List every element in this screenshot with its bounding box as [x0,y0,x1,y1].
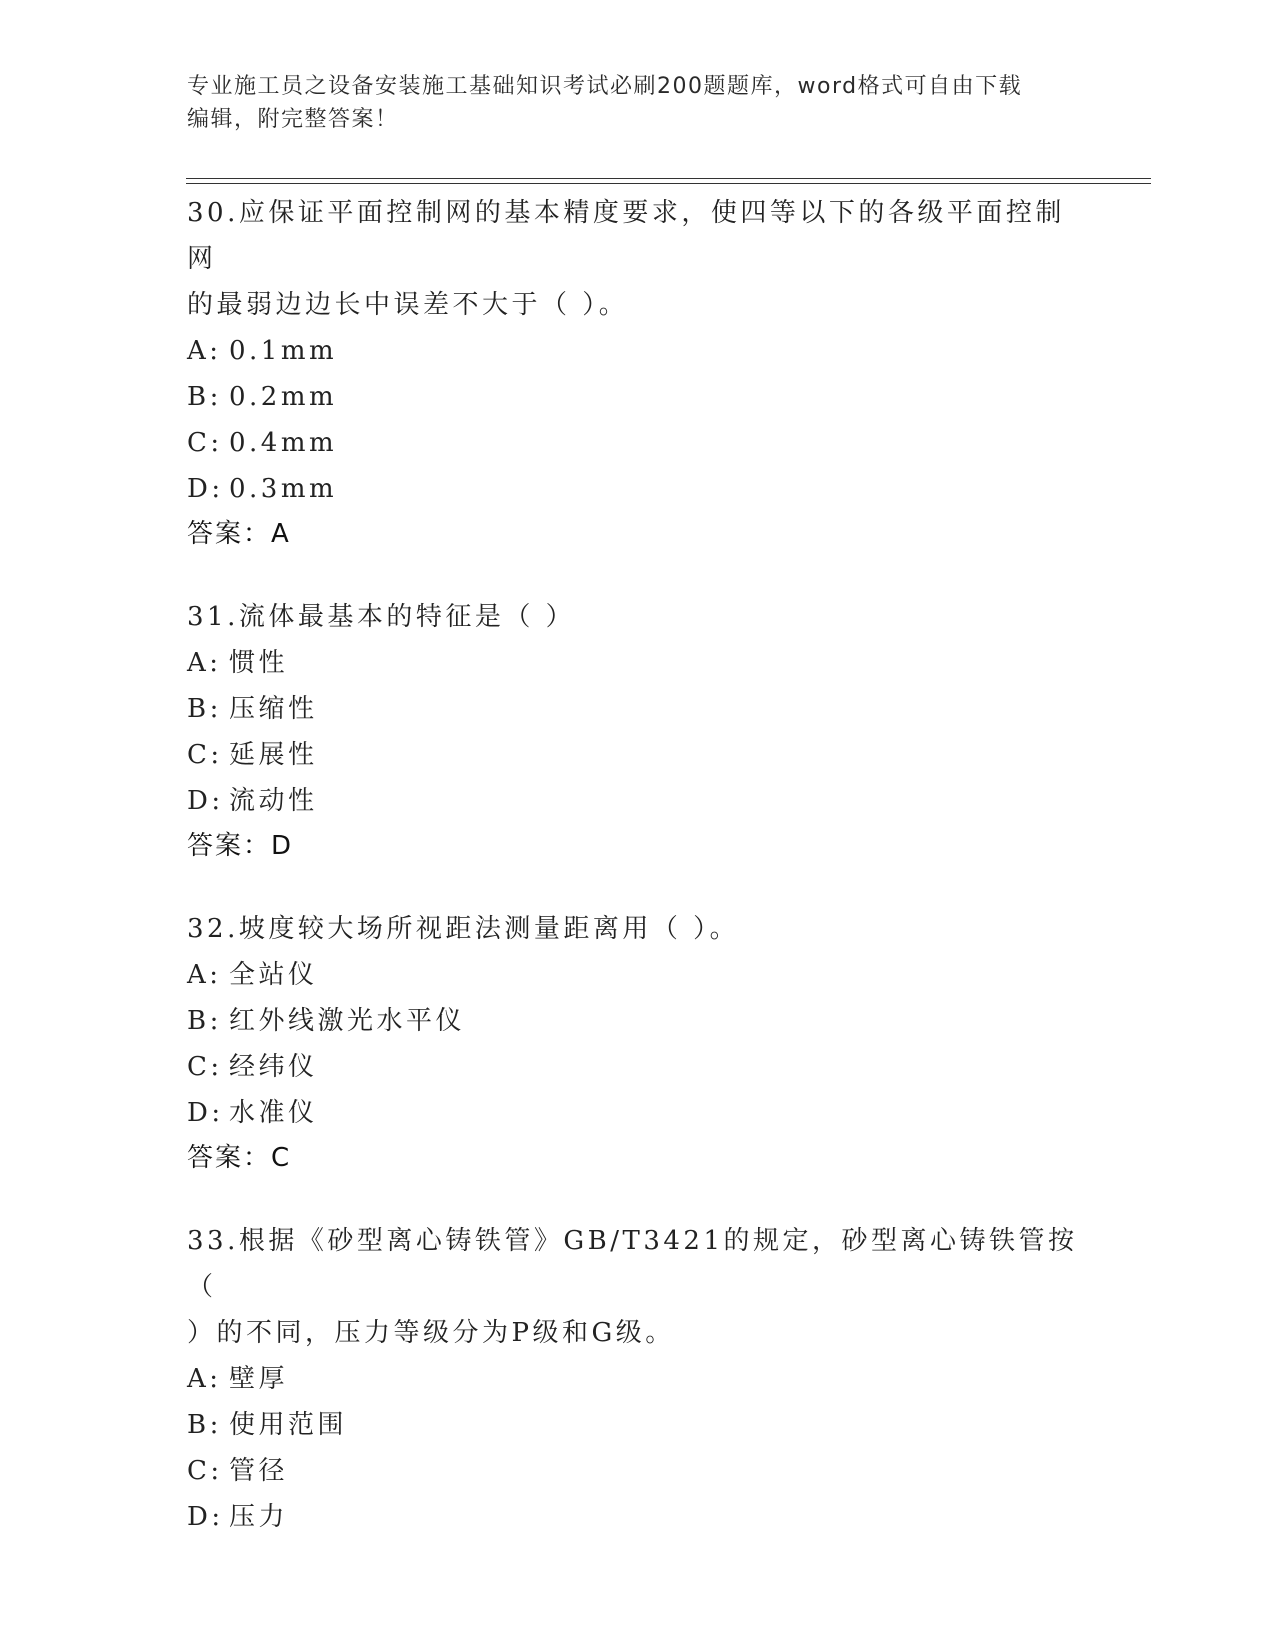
option-text: 全站仪 [229,960,318,990]
answer-line: 答案：C [187,1143,292,1173]
question-line: 30.应保证平面控制网的基本精度要求，使四等以下的各级平面控制网 [187,198,1065,274]
option-letter: D: [187,1502,224,1532]
option-text: 0.1mm [229,336,338,366]
option-d [187,1494,1087,1540]
option-letter: C: [187,1456,223,1486]
option-letter: C: [187,740,223,770]
question-text [187,1218,1087,1356]
question-line: 33.根据《砂型离心铸铁管》GB/T3421的规定，砂型离心铸铁管按（ [187,1226,1078,1302]
option-text: 水准仪 [229,1098,318,1128]
option-text: 0.3mm [229,474,338,504]
header-line-2: 编辑，附完整答案！ [187,107,399,132]
option-text: 管径 [229,1456,289,1486]
answer-line: 答案：A [187,519,291,549]
option-text: 红外线激光水平仪 [229,1006,466,1036]
option-a [187,640,1087,686]
question-32 [187,906,1087,1180]
option-letter: A: [187,336,222,366]
option-text: 壁厚 [229,1364,289,1394]
option-b [187,998,1087,1044]
option-c [187,732,1087,778]
question-line: 31.流体最基本的特征是（ ） [187,602,576,632]
option-d [187,1090,1087,1136]
option-text: 使用范围 [229,1410,348,1440]
answer-line: 答案：D [187,831,294,861]
header-divider-top [186,178,1151,179]
question-text [187,190,1087,328]
header-divider-bottom [186,183,1151,184]
option-letter: B: [187,382,222,412]
option-d [187,466,1087,512]
document-header [187,70,1067,136]
question-30 [187,190,1087,556]
question-list [187,190,1087,1578]
option-a [187,328,1087,374]
question-31 [187,594,1087,868]
option-text: 压缩性 [229,694,318,724]
question-line: ）的不同，压力等级分为P级和G级。 [187,1318,675,1348]
question-line: 的最弱边边长中误差不大于（ ）。 [187,290,629,320]
option-text: 延展性 [229,740,318,770]
option-letter: D: [187,1098,224,1128]
option-text: 流动性 [229,786,318,816]
option-text: 经纬仪 [229,1052,318,1082]
option-text: 0.2mm [229,382,338,412]
header-line-1: 专业施工员之设备安装施工基础知识考试必刷200题题库，word格式可自由下载 [187,74,1023,99]
option-a [187,1356,1087,1402]
option-b [187,1402,1087,1448]
option-letter: C: [187,428,223,458]
option-b [187,686,1087,732]
option-letter: B: [187,694,222,724]
option-letter: A: [187,1364,222,1394]
question-33 [187,1218,1087,1540]
option-letter: D: [187,786,224,816]
option-c [187,1044,1087,1090]
option-letter: B: [187,1410,222,1440]
option-text: 惯性 [229,648,289,678]
option-c [187,420,1087,466]
question-text [187,594,1087,640]
option-letter: B: [187,1006,222,1036]
question-text [187,906,1087,952]
option-c [187,1448,1087,1494]
option-letter: A: [187,960,222,990]
option-d [187,778,1087,824]
option-letter: C: [187,1052,223,1082]
option-text: 压力 [229,1502,289,1532]
option-letter: A: [187,648,222,678]
question-line: 32.坡度较大场所视距法测量距离用（ ）。 [187,914,740,944]
option-letter: D: [187,474,224,504]
option-a [187,952,1087,998]
option-text: 0.4mm [229,428,338,458]
option-b [187,374,1087,420]
